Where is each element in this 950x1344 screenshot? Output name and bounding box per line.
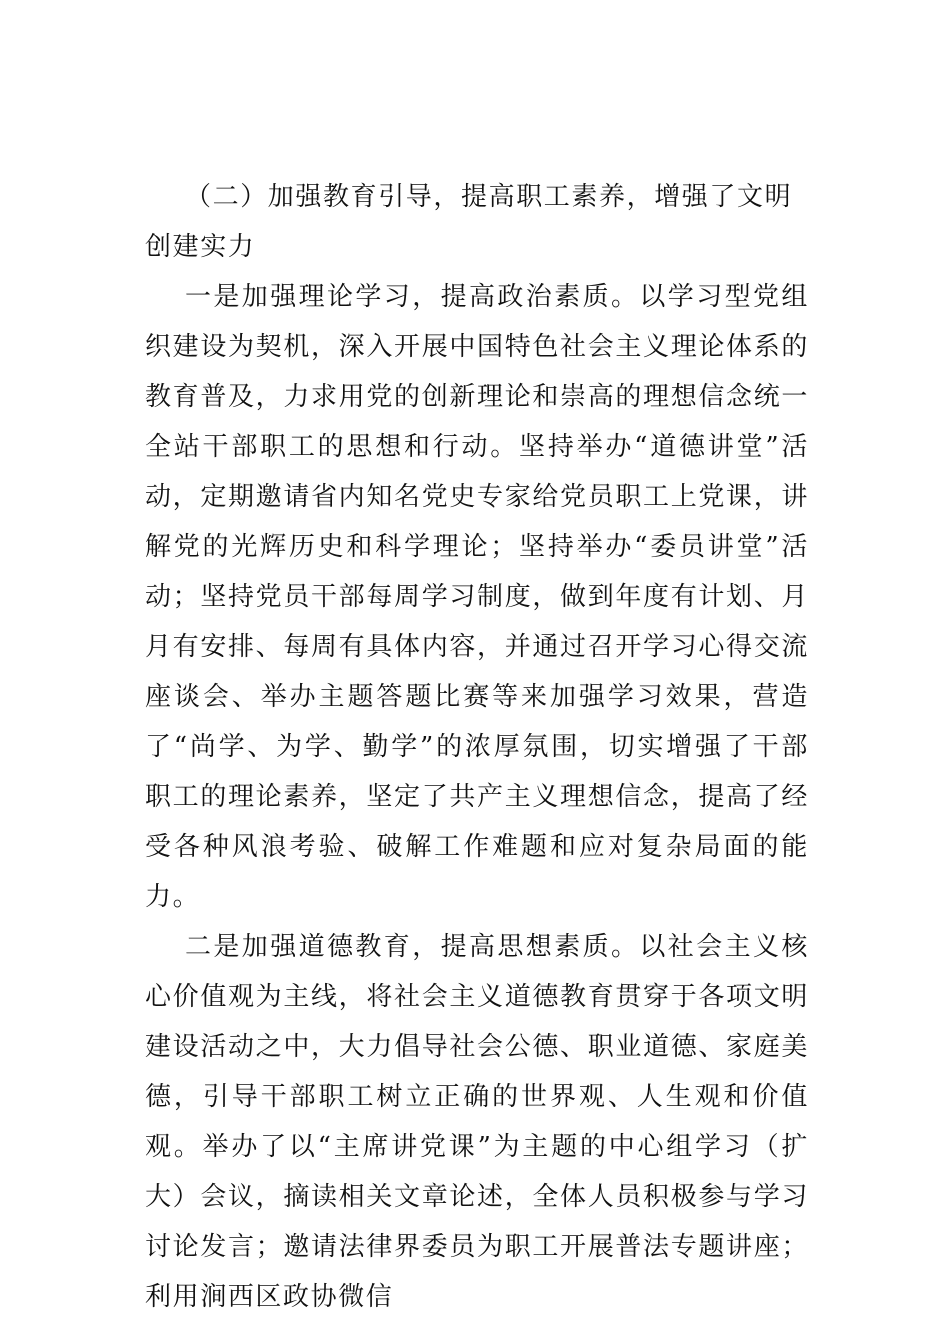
section-heading: （二）加强教育引导，提高职工素养，增强了文明创建实力 xyxy=(145,182,793,262)
document-body xyxy=(145,172,809,1322)
paragraph-moral-education: 二是加强道德教育，提高思想素质。以社会主义核心价值观为主线，将社会主义道德教育贯穿于各项文明建设活动之中，大力倡导社会公德、职业道德、家庭美德，引导干部职工树立正确的世界观、人生观和价值观。举办了以“主席讲党课”为主题的中心组学习（扩大）会议，摘读相关文章论述，全体人员积极参与学习讨论发言；邀请法律界委员为职工开展普法专题讲座；利用涧西区政协微信 xyxy=(145,932,809,1312)
paragraph-theory-study: 一是加强理论学习，提高政治素质。以学习型党组织建设为契机，深入开展中国特色社会主义理论体系的教育普及，力求用党的创新理论和崇高的理想信念统一全站干部职工的思想和行动。坚持举办“道德讲堂”活动，定期邀请省内知名党史专家给党员职工上党课，讲解党的光辉历史和科学理论；坚持举办“委员讲堂”活动；坚持党员干部每周学习制度，做到年度有计划、月月有安排、每周有具体内容，并通过召开学习心得交流座谈会、举办主题答题比赛等来加强学习效果，营造了“尚学、为学、勤学”的浓厚氛围，切实增强了干部职工的理论素养，坚定了共产主义理想信念，提高了经受各种风浪考验、破解工作难题和应对复杂局面的能力。 xyxy=(145,282,809,912)
